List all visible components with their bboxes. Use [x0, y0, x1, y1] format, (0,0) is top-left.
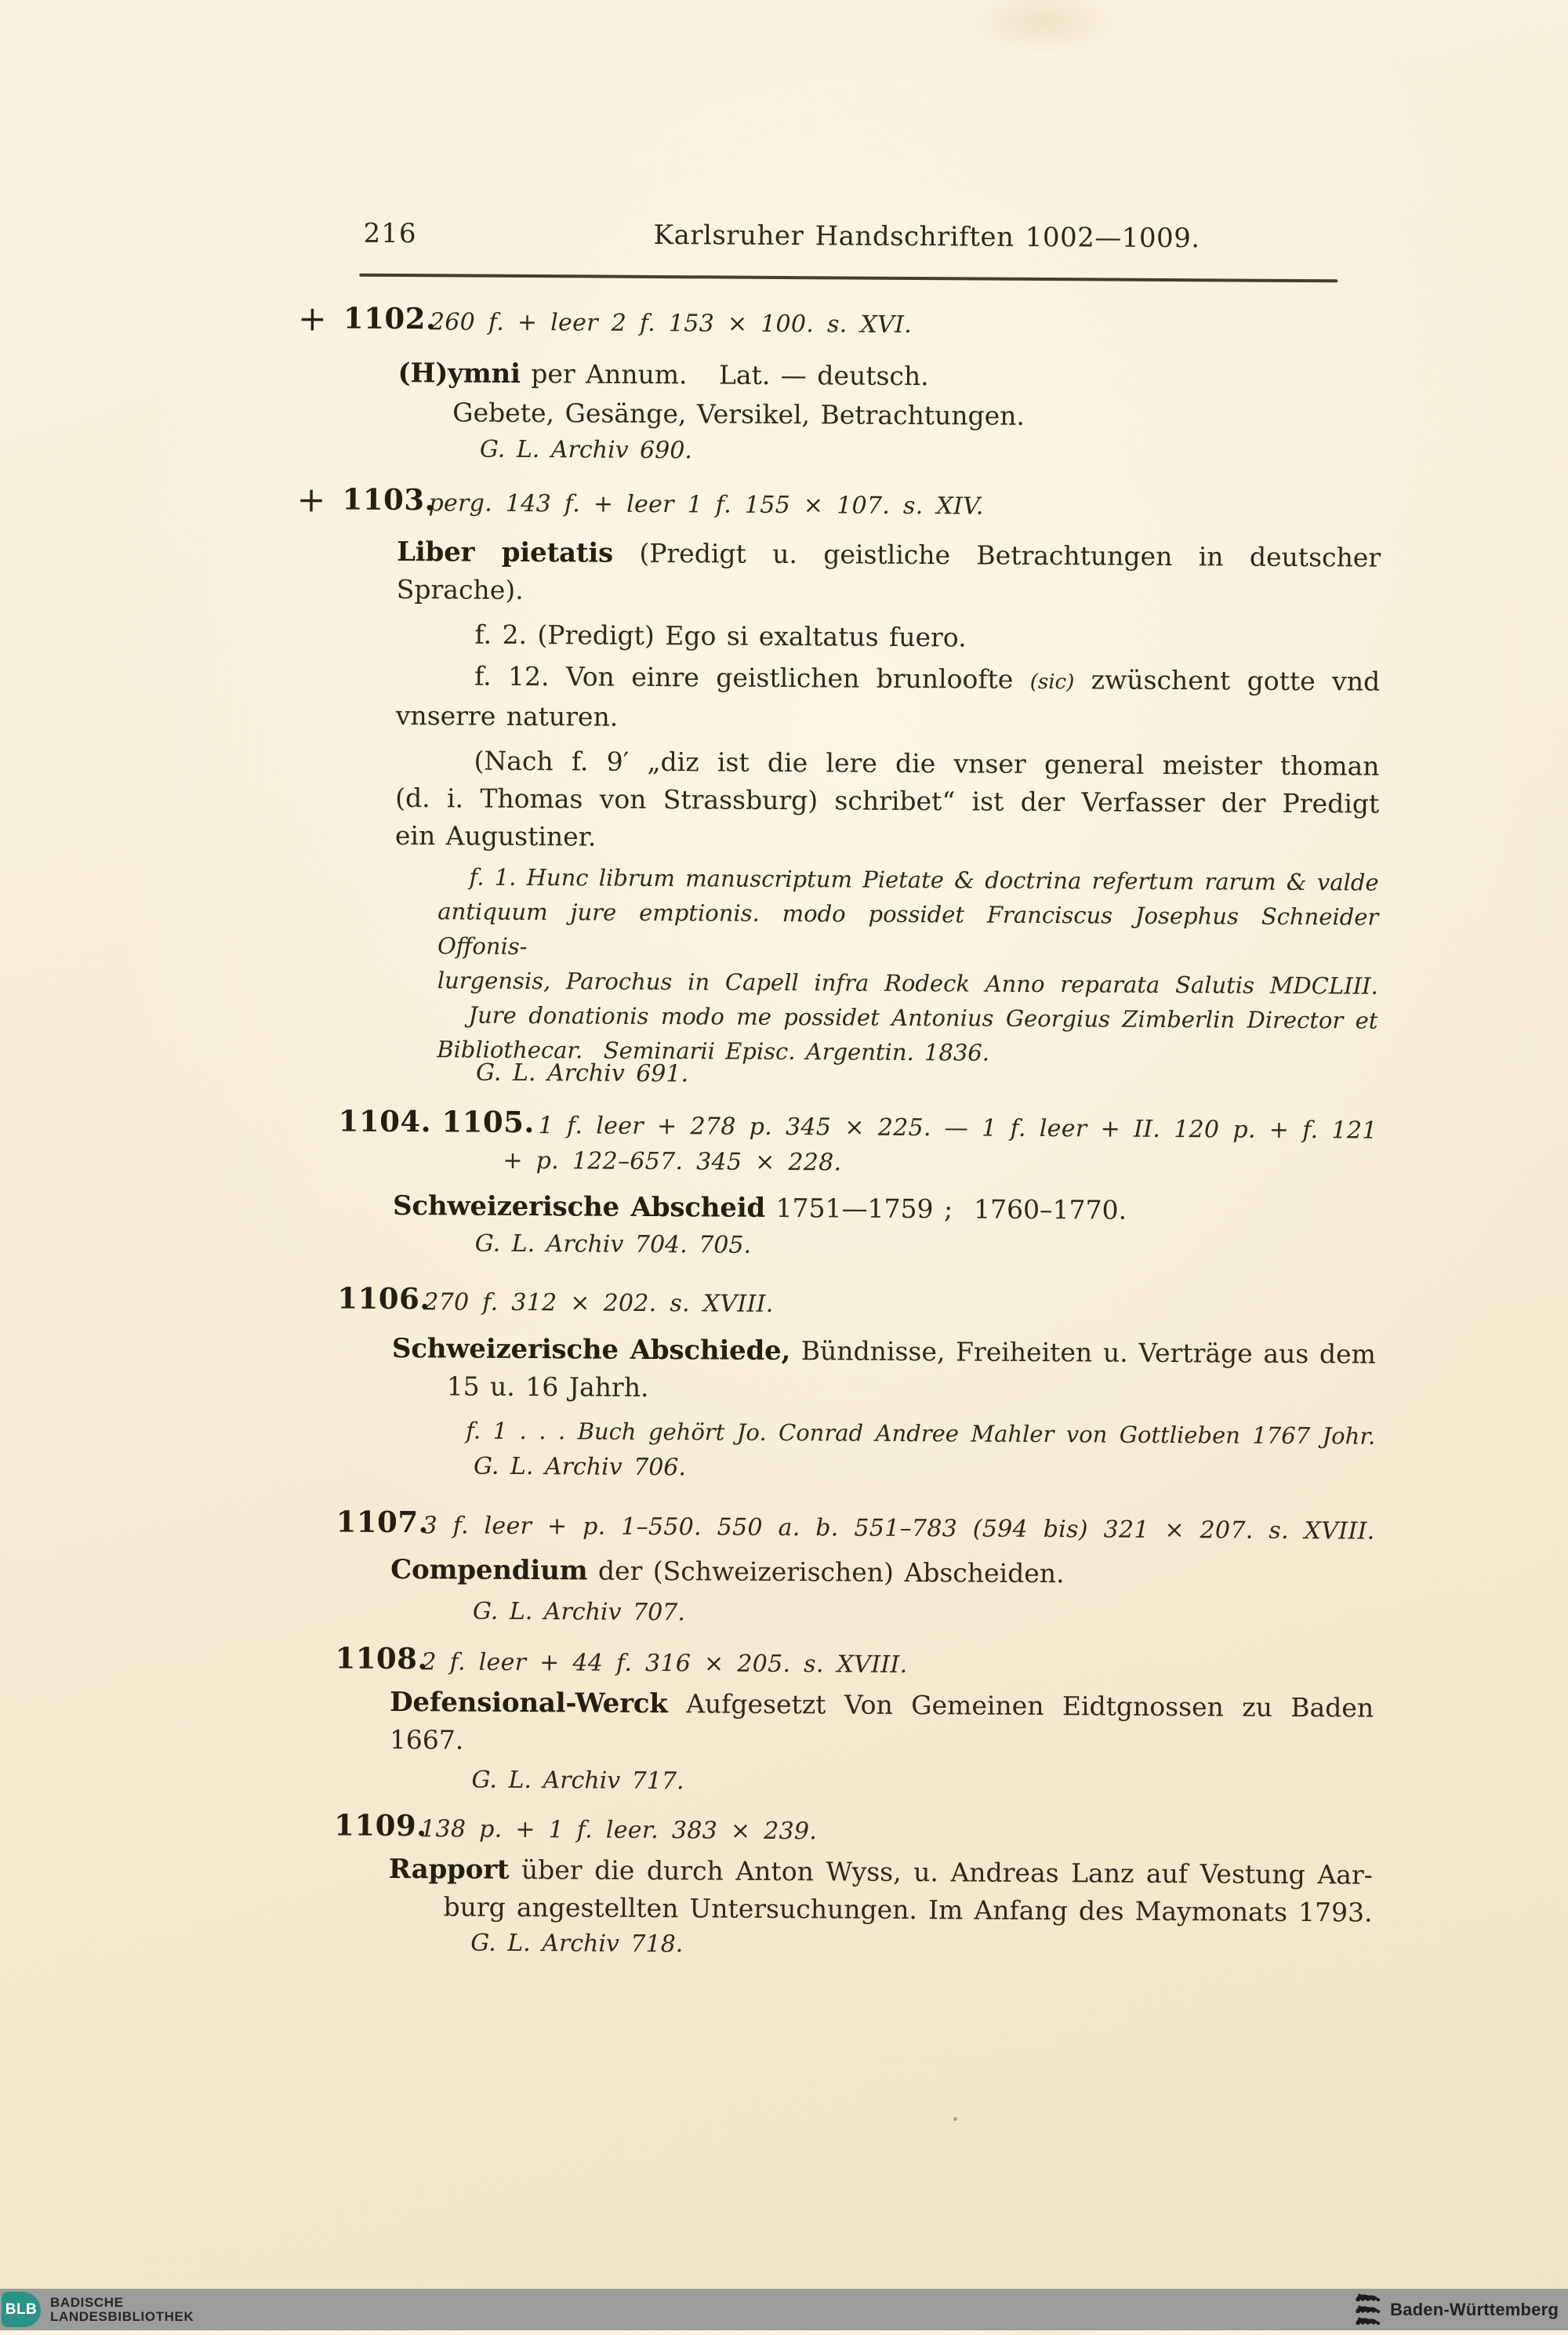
blb-logo-icon [2, 2292, 41, 2327]
catalog-entry-1106 [337, 1280, 1377, 1490]
plus-mark: + [297, 299, 327, 340]
running-title: Karlsruher Handschriften 1002—1009. [653, 219, 1200, 255]
provenance-line: Bibliothecar. Seminarii Episc. Argentin. 1836. [437, 1036, 990, 1066]
title-rest: Aufgesetzt Von Gemeinen Eidtgnossen zu Baden 1667. [389, 1688, 1374, 1756]
body-line: (Nach f. 9′ „diz ist die lere die vnser general meister thoman [474, 745, 1380, 782]
body-paragraph [396, 657, 1381, 741]
collation-line: perg. 143 f. + leer 1 f. 155 × 107. s. XIV. [428, 489, 984, 521]
header-rule [359, 274, 1338, 283]
catalog-entry-1104-1105 [338, 1103, 1377, 1267]
blb-branding [0, 2289, 194, 2330]
entry-number: 1102. [343, 300, 437, 336]
title-lead: Defensional-Werck [390, 1686, 668, 1720]
body-line: (d. i. Thomas von Strassburg) schribet“ ist der Verfasser der Predigt [395, 782, 1380, 819]
title-lead: Schweizerische Abscheid [392, 1189, 766, 1224]
title-lead: Compendium [390, 1553, 588, 1587]
sic-note: (sic) [1029, 670, 1075, 695]
archive-ref: G. L. Archiv 690. [479, 435, 693, 465]
page-number: 216 [363, 217, 417, 250]
catalog-entry-1102 [297, 299, 1382, 473]
entry-number: 1106. [337, 1280, 430, 1316]
provenance-line: f. 1. Hunc librum manuscriptum Pietate & doctrina refertum rarum & valde [469, 863, 1379, 896]
title-rest: (Predigt u. geistliche Betrachtungen in deutscher Sprache). [396, 537, 1381, 605]
collation-line: 2 f. leer + 44 f. 316 × 205. s. XVIII. [421, 1648, 908, 1679]
archive-ref: G. L. Archiv 707. [472, 1597, 685, 1627]
title-rest: der (Schweizerischen) Abscheiden. [587, 1555, 1065, 1589]
footer-bar [0, 2289, 1568, 2330]
entry-number: 1103. [342, 481, 436, 517]
body-line: Gebete, Gesänge, Versikel, Betrachtungen. [452, 397, 1025, 431]
title-rest: Bündnisse, Freiheiten u. Verträge aus dem [790, 1335, 1377, 1370]
provenance-line: Jure donationis modo me possidet Antonius Georgius Zimberlin Director et [468, 1001, 1378, 1034]
plus-mark: + [296, 480, 326, 521]
title-lead: Schweizerische Abschiede, [391, 1332, 791, 1367]
paper-speck [953, 2117, 957, 2121]
entry-number: 1104. 1105. [338, 1103, 535, 1140]
collation-line: 260 f. + leer 2 f. 153 × 100. s. XVI. [429, 308, 913, 339]
entry-number: 1109. [334, 1807, 427, 1843]
text-column [296, 299, 1382, 1966]
title-rest: 1751—1759 ; 1760–1770. [764, 1192, 1127, 1226]
archive-ref: G. L. Archiv 706. [473, 1452, 687, 1482]
catalog-entry-1107 [336, 1504, 1375, 1635]
blb-acronym: BLB [5, 2301, 38, 2318]
body-line: ein Augustiner. [394, 819, 597, 852]
collation-line: 3 f. leer + p. 1–550. 550 a. b. 551–783 (594 bis) 321 × 207. s. XVIII. [422, 1512, 1375, 1545]
provenance-line: antiquum jure emptionis. modo possidet Franciscus Josephus Schneider Offonis- [437, 898, 1379, 961]
collation-line: 270 f. 312 × 202. s. XVIII. [423, 1288, 774, 1318]
title-lead: (H)ymni [397, 357, 521, 390]
title-lead: Rapport [388, 1853, 510, 1886]
title-lead: Liber pietatis [397, 536, 614, 569]
archive-ref: G. L. Archiv 691. [475, 1059, 689, 1088]
title-rest: über die durch Anton Wyss, u. Andreas Lanz auf Vestung Aar- [509, 1854, 1373, 1890]
library-name [50, 2296, 194, 2324]
catalog-entry-1108 [335, 1640, 1374, 1803]
entry-title [397, 354, 1381, 398]
body-line: f. 2. (Predigt) Ego si exaltatus fuero. [474, 619, 967, 653]
baden-wuerttemberg-lions-icon [1354, 2293, 1381, 2327]
collation-line: 1 f. leer + 278 p. 345 × 225. — 1 f. leer + II. 120 p. + f. 121 [538, 1112, 1377, 1145]
bw-wordmark: Baden-Württemberg [1390, 2299, 1559, 2319]
entry-title [390, 1551, 1374, 1595]
title-rest: per Annum. Lat. — deutsch. [520, 358, 929, 392]
archive-ref: G. L. Archiv 704. 705. [474, 1229, 752, 1259]
provenance-line: lurgensis, Parochus in Capell infra Rodeck Anno reparata Salutis MDCLIII. [437, 967, 1378, 1000]
body-paragraph [395, 742, 1380, 861]
bw-branding [1354, 2293, 1559, 2327]
provenance-note: f. 1 . . . Buch gehört Jo. Conrad Andree Mahler von Gottlieben 1767 Johr. [466, 1417, 1376, 1450]
entry-title [389, 1850, 1373, 1894]
catalog-entry-1103 [296, 480, 1381, 1096]
library-name-line2: LANDESBIBLIOTHEK [50, 2308, 194, 2324]
archive-ref: G. L. Archiv 718. [470, 1929, 684, 1959]
body-line: vnserre naturen. [395, 699, 619, 732]
entry-title [390, 1683, 1374, 1765]
archive-ref: G. L. Archiv 717. [471, 1766, 684, 1796]
entry-number: 1108. [335, 1640, 429, 1676]
entry-title [397, 533, 1381, 615]
library-name-line1: BADISCHE [50, 2294, 124, 2310]
catalog-entry-1109 [334, 1807, 1373, 1966]
collation-line: + p. 122–657. 345 × 228. [503, 1146, 842, 1177]
body-line: f. 12. Von einre geistlichen brunloofte (sic) zwüschent gotte vnd [474, 660, 1381, 697]
entry-title-line2: 15 u. 16 Jahrh. [446, 1371, 649, 1403]
provenance-note [437, 859, 1379, 1072]
entry-number: 1107. [336, 1504, 430, 1540]
entry-title-line2: burg angestellten Untersuchungen. Im Anfang des Maymonats 1793. [443, 1891, 1373, 1928]
collation-line: 138 p. + 1 f. leer. 383 × 239. [420, 1815, 818, 1846]
entry-title [393, 1187, 1377, 1231]
entry-title [392, 1330, 1376, 1374]
